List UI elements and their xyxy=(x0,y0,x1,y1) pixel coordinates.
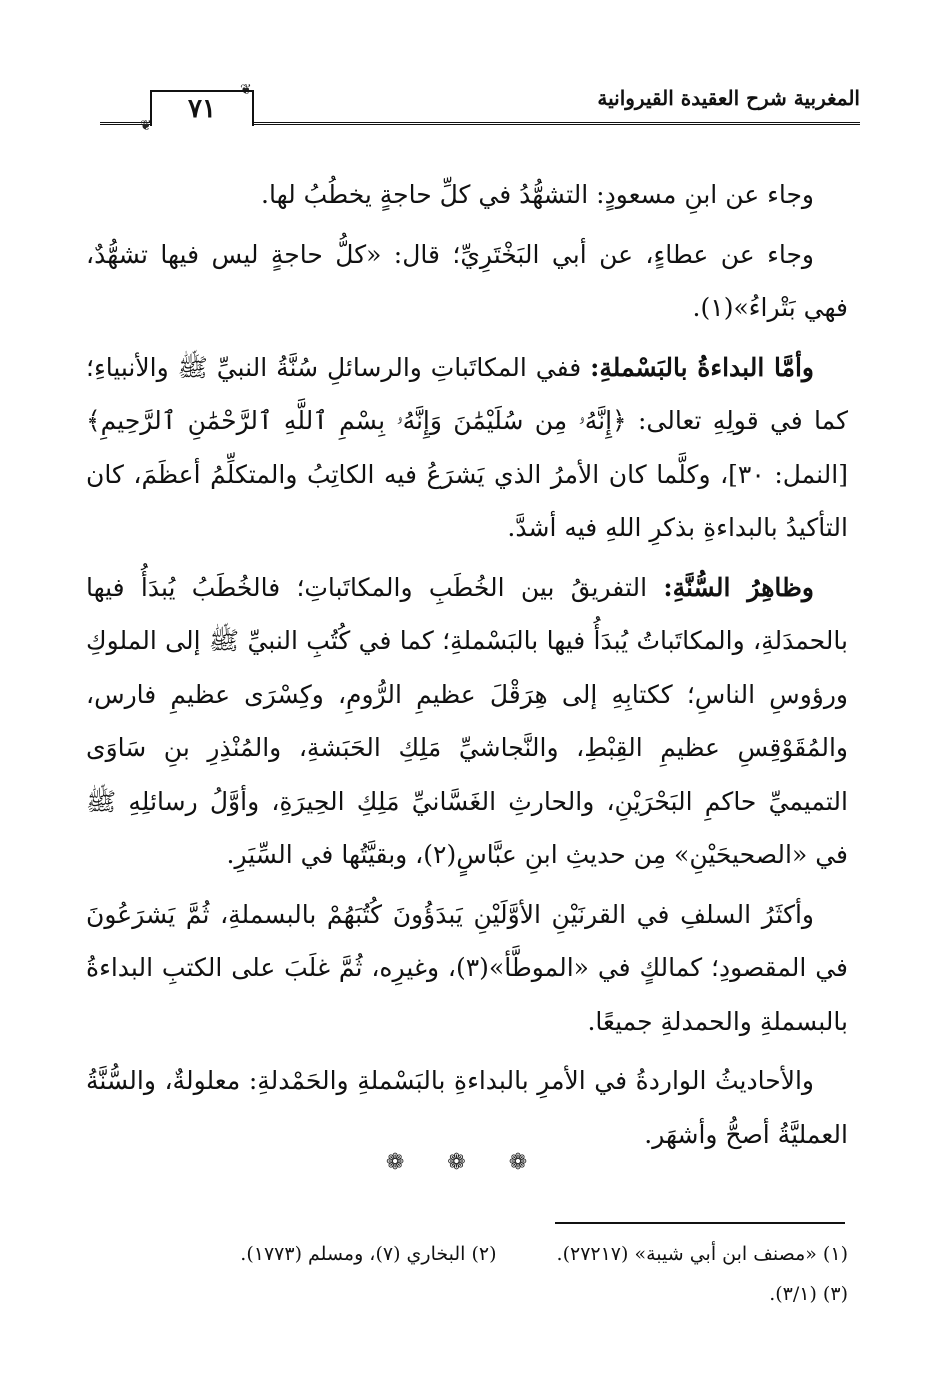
footnote-row xyxy=(86,1274,848,1314)
book-title: المغربية شرح العقيدة القيروانية xyxy=(597,86,860,110)
paragraph xyxy=(86,228,848,335)
footnote-rule xyxy=(555,1222,845,1224)
paragraph-text: وأكثَرُ السلفِ في القرنَيْنِ الأوَّلَيْنِ يَبدَؤُونَ كُتُبَهُمْ بالبسملةِ، ثُمَّ يَشرَعُونَ في المقصودِ؛ كمالكٍ في «الموطَّأ»(٣)، وغيرِه، ثُمَّ غلَبَ على الكتبِ البداءةُ بالبسملةِ والحمدلةِ جميعًا. xyxy=(86,899,848,1036)
paragraph-lead: وظاهِرُ السُّنَّةِ: xyxy=(663,572,814,602)
paragraph-lead: وأمَّا البداءةُ بالبَسْملةِ: xyxy=(590,352,814,382)
paragraph-text: التفريقُ بين الخُطَبِ والمكاتَباتِ؛ فالخُطَبُ يُبدَأُ فيها بالحمدَلةِ، والمكاتَباتُ يُبدَأُ فيها بالبَسْملةِ؛ كما في كُتُبِ النبيِّ ﷺ إلى الملوكِ ورؤوسِ الناسِ؛ ككتابِهِ إلى هِرَقْلَ عظيمِ الرُّومِ، وكِسْرَى عظيمِ فارس، والمُقَوْقِسِ عظيمِ القِبْطِ، والنَّجاشيِّ مَلِكِ الحَبَشةِ، والمُنْذِرِ بنِ سَاوَى التميميِّ حاكمِ البَحْرَيْنِ، والحارثِ الغَسَّانيِّ مَلِكِ الحِيرَةِ، وأوَّلُ رسائلِهِ ﷺ في «الصحيحَيْنِ» مِن حديثِ ابنِ عبَّاسٍ(٢)، وبقيَّتُها في السِّيَرِ. xyxy=(86,572,848,869)
paragraph-text: ففي المكاتَباتِ والرسائلِ سُنَّةُ النبيِّ ﷺ والأنبياءِ؛ كما في قولِهِ تعالى: ﴿إِنَّهُۥ مِن سُلَيْمَٰنَ وَإِنَّهُۥ بِسْمِ ٱللَّهِ ٱلرَّحْمَٰنِ ٱلرَّحِيمِ﴾ [النمل: ٣٠]، وكلَّما كان الأمرُ الذي يَشرَعُ فيه الكاتِبُ والمتكلِّمُ أعظَمَ، كان التأكيدُ بالبداءةِ بذكرِ اللهِ فيه أشدَّ. xyxy=(86,352,848,542)
footnotes xyxy=(86,1234,848,1314)
paragraph xyxy=(86,888,848,1049)
ornament-icon: ❦ xyxy=(240,82,252,98)
paragraph-text: وجاء عن عطاءٍ، عن أبي البَخْتَرِيِّ؛ قال: «كلُّ حاجةٍ ليس فيها تشهُّدٌ، فهي بَتْراءُ»(١). xyxy=(86,239,848,322)
paragraph xyxy=(86,168,848,222)
page-number: ٧١ xyxy=(150,90,254,126)
ornament-icon: ❦ xyxy=(140,118,152,134)
body-text xyxy=(86,168,848,1167)
paragraph-text: وجاء عن ابنِ مسعودٍ: التشهُّدُ في كلِّ حاجةٍ يخطُبُ لها. xyxy=(261,180,814,209)
footnote-2: (٢) البخاري (٧)، ومسلم (١٧٧٣). xyxy=(240,1243,497,1265)
header-rule xyxy=(252,122,860,125)
paragraph xyxy=(86,341,848,555)
paragraph xyxy=(86,1054,848,1161)
footnote-row xyxy=(86,1234,848,1274)
footnote-1: (١) «مصنف ابن أبي شيبة» (٢٧٢١٧). xyxy=(556,1243,848,1265)
paragraph xyxy=(86,561,848,882)
page-header xyxy=(100,78,860,138)
section-separator: ❁ ❁ ❁ xyxy=(385,1150,546,1175)
footnote-3: (٣) (٣/١). xyxy=(769,1283,848,1305)
paragraph-text: والأحاديثُ الواردةُ في الأمرِ بالبداءةِ بالبَسْملةِ والحَمْدلةِ: معلولةٌ، والسُّنَّةُ العمليَّةُ أصحُّ وأشهَر. xyxy=(86,1066,848,1149)
